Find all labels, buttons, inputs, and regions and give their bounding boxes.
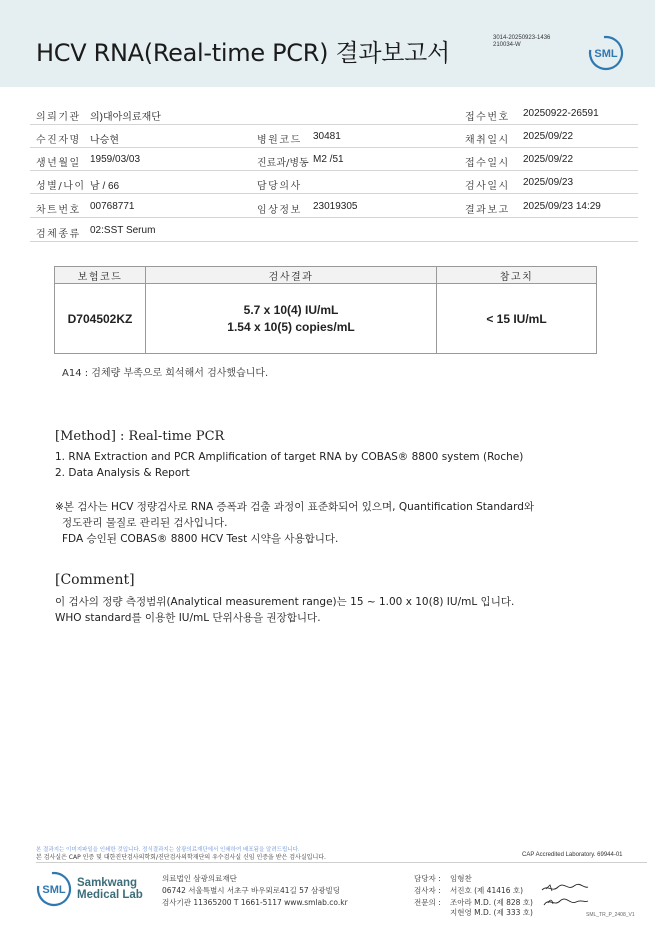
method-title: [Method] : Real-time PCR xyxy=(55,429,225,444)
info-row-name xyxy=(30,125,638,148)
org-address: 06742 서울특별시 서초구 바우뫼로41길 57 삼광빌딩 xyxy=(162,886,341,895)
footer-disclaimer: 본 결과지는 이미지파일을 인쇄한 것입니다. 정식결과지는 삼광의료재단에서 인쇄하여 배포됨을 알려드립니다. xyxy=(36,847,300,853)
specimen-note: A14 : 검체량 부족으로 희석해서 검사했습니다. xyxy=(62,368,269,379)
report-value: 2025/09/23 14:29 xyxy=(523,201,601,212)
sml-footer-logo-icon xyxy=(36,871,72,907)
hospital-code-value: 30481 xyxy=(313,131,341,142)
receipt-date-value: 2025/09/22 xyxy=(523,154,574,165)
name-label: 수진자명 xyxy=(36,135,81,146)
specialist-name: 조아라 M.D. (제 828 호) xyxy=(450,898,533,907)
signature-icon xyxy=(540,881,590,911)
manager-label: 담당자 : xyxy=(414,874,441,883)
cap-accreditation: CAP Accredited Laboratory. 69944-01 xyxy=(522,852,623,858)
hospital-code-label: 병원코드 xyxy=(257,135,302,146)
method-line: 정도관리 물질로 관리된 검사입니다. xyxy=(62,517,228,529)
table-row xyxy=(55,284,597,354)
method-line: 2. Data Analysis & Report xyxy=(55,467,190,479)
info-row-specimen xyxy=(30,219,638,242)
specialist-label: 전문의 : xyxy=(414,898,441,907)
document-id-line1: 3014-20250923-1436 xyxy=(493,35,551,41)
manager-name: 임형찬 xyxy=(450,874,472,883)
specimen-label: 검체종류 xyxy=(36,229,81,240)
report-label: 결과보고 xyxy=(465,205,510,216)
specimen-value: 02:SST Serum xyxy=(90,225,156,236)
test-date-label: 검사일시 xyxy=(465,181,510,192)
footer-logo-text: SML xyxy=(42,884,66,896)
receipt-no-label: 접수번호 xyxy=(465,112,510,123)
clinical-label: 임상정보 xyxy=(257,205,302,216)
method-line: ※본 검사는 HCV 정량검사로 RNA 증폭과 검출 과정이 표준화되어 있으며, Quantification Standard와 xyxy=(55,501,535,513)
receipt-date-label: 접수일시 xyxy=(465,158,510,169)
collect-date-value: 2025/09/22 xyxy=(523,131,574,142)
tester-label: 검사자 : xyxy=(414,886,441,895)
brand-line: Medical Lab xyxy=(77,889,143,901)
result-table xyxy=(54,266,597,354)
info-row-sex-age xyxy=(30,171,638,194)
brand-line: Samkwang xyxy=(77,877,138,889)
brand-name xyxy=(77,877,143,901)
info-row-institution xyxy=(30,102,638,125)
column-header: 보험코드 xyxy=(55,267,146,284)
column-header: 참고치 xyxy=(437,267,597,284)
report-header xyxy=(0,0,655,87)
comment-title: [Comment] xyxy=(55,572,135,588)
institution-label: 의뢰기관 xyxy=(36,112,81,123)
comment-line: WHO standard를 이용한 IU/mL 단위사용을 권장합니다. xyxy=(55,612,321,624)
footer-divider xyxy=(36,862,647,863)
org-name: 의료법인 삼광의료재단 xyxy=(162,874,237,883)
dept-label: 진료과/병동 xyxy=(257,158,309,169)
document-id-line2: 210034-W xyxy=(493,42,521,48)
name-value: 나승현 xyxy=(90,135,119,146)
sex-age-value: 남 / 66 xyxy=(90,181,120,192)
report-title: HCV RNA(Real-time PCR) 결과보고서 xyxy=(36,39,450,67)
form-code: SML_TR_P_2408_V1 xyxy=(586,912,635,918)
dob-label: 생년월일 xyxy=(36,158,81,169)
sex-age-label: 성별/나이 xyxy=(36,181,86,192)
info-row-dob xyxy=(30,148,638,171)
method-line: 1. RNA Extraction and PCR Amplification of target RNA by COBAS® 8800 system (Roche) xyxy=(55,451,524,463)
clinical-value: 23019305 xyxy=(313,201,358,212)
result-line: 1.54 x 10(5) copies/mL xyxy=(227,319,355,334)
info-row-chart xyxy=(30,195,638,218)
receipt-no-value: 20250922-26591 xyxy=(523,108,599,119)
doctor-label: 담당의사 xyxy=(257,181,302,192)
result-line: 5.7 x 10(4) IU/mL xyxy=(243,302,339,317)
logo-text: SML xyxy=(594,48,618,60)
institution-value: 의)대아의료재단 xyxy=(90,112,161,123)
chart-no-label: 차트번호 xyxy=(36,205,81,216)
chart-no-value: 00768771 xyxy=(90,201,135,212)
document-id xyxy=(493,35,550,49)
dept-value: M2 /51 xyxy=(313,154,344,165)
footer-certification: 본 검사실은 CAP 인증 및 대한진단검사의학회/진단검사의학재단의 우수검사실 신임 인증을 받은 검사실입니다. xyxy=(36,854,326,861)
sml-logo-icon xyxy=(588,35,624,71)
collect-date-label: 채취일시 xyxy=(465,135,510,146)
specialist-name: 지현영 M.D. (제 333 호) xyxy=(450,908,533,917)
method-line: FDA 승인된 COBAS® 8800 HCV Test 시약을 사용합니다. xyxy=(62,533,339,545)
reference-value: < 15 IU/mL xyxy=(437,284,597,354)
tester-name: 서진호 (제 41416 호) xyxy=(450,886,524,895)
result-table-header xyxy=(55,267,597,284)
test-result xyxy=(146,284,437,354)
column-header: 검사결과 xyxy=(146,267,437,284)
dob-value: 1959/03/03 xyxy=(90,154,141,165)
test-date-value: 2025/09/23 xyxy=(523,177,574,188)
org-contact: 검사기관 11365200 T 1661-5117 www.smlab.co.kr xyxy=(162,898,348,907)
insurance-code: D704502KZ xyxy=(55,284,146,354)
comment-line: 이 검사의 정량 측정범위(Analytical measurement range)는 15 ~ 1.00 x 10(8) IU/mL 입니다. xyxy=(55,596,515,608)
